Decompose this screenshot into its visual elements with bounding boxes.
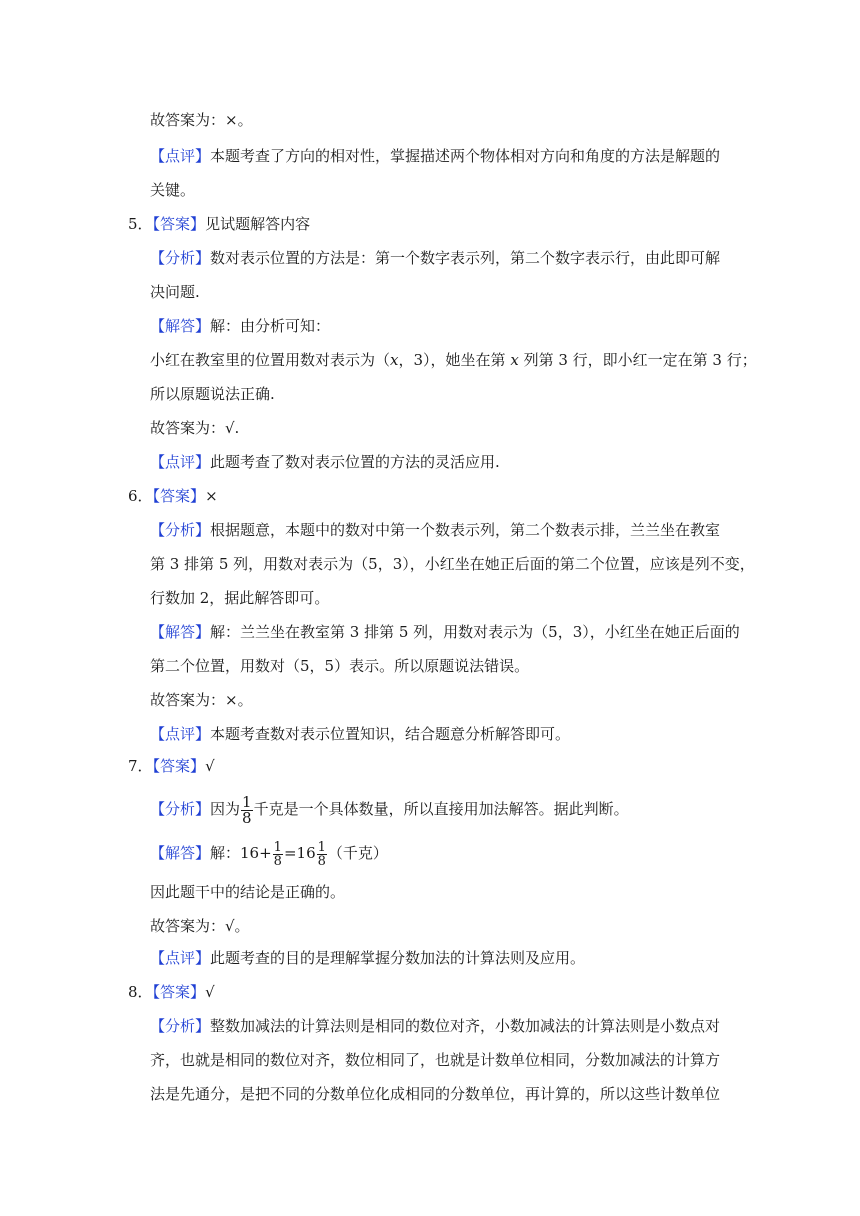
comment-tag: 【点评】 — [150, 725, 211, 743]
q5-heading — [128, 214, 310, 234]
q5-solution — [150, 316, 330, 336]
q7-number: 7． — [128, 757, 153, 775]
answer-tag: 【答案】 — [152, 215, 206, 233]
analysis-tag: 【分析】 — [150, 1017, 211, 1035]
q5-final-answer: 故答案为：√. — [150, 419, 240, 437]
comment-tag: 【点评】 — [150, 147, 211, 165]
q6-solution-line1: 解：兰兰坐在教室第 3 排第 5 列，用数对表示为（5，3），小红坐在她正后面的 — [210, 623, 740, 641]
q6-final-answer: 故答案为：×。 — [150, 691, 253, 709]
q7-solution-post: （千克） — [327, 844, 388, 862]
answer-tag: 【答案】 — [152, 757, 206, 775]
q8-heading — [128, 982, 215, 1002]
fraction-one-eighth-result — [317, 841, 327, 868]
fraction-numerator: 1 — [273, 839, 282, 855]
q7-analysis — [150, 792, 629, 826]
q8-answer: √ — [205, 983, 215, 1001]
answer-tag: 【答案】 — [152, 487, 206, 505]
q5-analysis-line2: 决问题. — [150, 283, 200, 301]
q5-number: 5． — [128, 215, 153, 233]
q7-heading — [128, 756, 215, 776]
q8-analysis — [150, 1016, 720, 1036]
solution-tag: 【解答】 — [150, 623, 211, 641]
q7-answer: √ — [205, 757, 215, 775]
q5-body-c: 列第 3 行，即小红一定在第 3 行； — [523, 351, 757, 369]
analysis-tag: 【分析】 — [150, 249, 211, 267]
q4-comment-line2: 关键。 — [150, 181, 196, 199]
q4-comment-line1: 本题考查了方向的相对性，掌握描述两个物体相对方向和角度的方法是解题的 — [210, 147, 721, 165]
q5-body-b: ，3），她坐在第 — [398, 351, 506, 369]
q5-var-x-2: x — [510, 351, 519, 369]
q6-number: 6． — [128, 487, 153, 505]
q5-body-line1 — [150, 350, 757, 370]
q7-solution-mid: =16 — [283, 844, 316, 862]
q5-body-a: 小红在教室里的位置用数对表示为（ — [150, 351, 391, 369]
q7-analysis-pre: 因为 — [210, 800, 241, 818]
q5-var-x: x — [390, 351, 399, 369]
fraction-one-eighth — [241, 792, 253, 827]
comment-tag: 【点评】 — [150, 453, 211, 471]
q5-solution-text: 解：由分析可知： — [210, 317, 331, 335]
q6-comment — [150, 724, 570, 744]
q5-comment — [150, 452, 500, 472]
q6-analysis-line2: 第 3 排第 5 列，用数对表示为（5，3），小红坐在她正后面的第二个位置，应该是列不变， — [150, 555, 755, 573]
q5-analysis — [150, 248, 720, 268]
solution-tag: 【解答】 — [150, 317, 211, 335]
fraction-denominator: 8 — [273, 853, 282, 869]
q5-body-line2: 所以原题说法正确. — [150, 385, 275, 403]
q6-solution-line2: 第二个位置，用数对（5，5）表示。所以原题说法错误。 — [150, 657, 530, 675]
q5-comment-text: 此题考查了数对表示位置的方法的灵活应用. — [210, 453, 500, 471]
solution-tag: 【解答】 — [150, 844, 211, 862]
q5-answer: 见试题解答内容 — [205, 215, 311, 233]
q7-analysis-post: 千克是一个具体数量，所以直接用加法解答。据此判断。 — [253, 800, 629, 818]
q7-comment — [150, 948, 585, 968]
analysis-tag: 【分析】 — [150, 800, 211, 818]
q7-conclusion: 因此题干中的结论是正确的。 — [150, 883, 346, 901]
q4-final-answer: 故答案为：×。 — [150, 111, 253, 129]
fraction-numerator: 1 — [317, 839, 326, 855]
fraction-denominator: 8 — [242, 808, 252, 827]
q8-number: 8． — [128, 983, 153, 1001]
answer-tag: 【答案】 — [152, 983, 206, 1001]
q6-solution — [150, 622, 740, 642]
q7-solution — [150, 836, 388, 870]
q8-analysis-line1: 整数加减法的计算法则是相同的数位对齐，小数加减法的计算法则是小数点对 — [210, 1017, 721, 1035]
q7-solution-pre: 解：16+ — [210, 844, 272, 862]
q6-analysis — [150, 520, 720, 540]
q4-comment — [150, 146, 720, 166]
q5-analysis-line1: 数对表示位置的方法是：第一个数字表示列，第二个数字表示行，由此即可解 — [210, 249, 721, 267]
q6-answer: × — [205, 487, 218, 505]
q7-final-answer: 故答案为：√。 — [150, 917, 250, 935]
q6-comment-text: 本题考查数对表示位置知识，结合题意分析解答即可。 — [210, 725, 571, 743]
fraction-denominator: 8 — [317, 853, 326, 869]
comment-tag: 【点评】 — [150, 949, 211, 967]
fraction-one-eighth — [273, 841, 283, 868]
q6-heading — [128, 486, 218, 506]
q6-analysis-line3: 行数加 2，据此解答即可。 — [150, 589, 330, 607]
q7-comment-text: 此题考查的目的是理解掌握分数加法的计算法则及应用。 — [210, 949, 586, 967]
q6-analysis-line1: 根据题意，本题中的数对中第一个数表示列，第二个数表示排，兰兰坐在教室 — [210, 521, 721, 539]
fraction-numerator: 1 — [242, 792, 252, 811]
q8-analysis-line3: 法是先通分，是把不同的分数单位化成相同的分数单位，再计算的，所以这些计数单位 — [150, 1085, 721, 1103]
q8-analysis-line2: 齐，也就是相同的数位对齐，数位相同了，也就是计数单位相同，分数加减法的计算方 — [150, 1051, 721, 1069]
analysis-tag: 【分析】 — [150, 521, 211, 539]
